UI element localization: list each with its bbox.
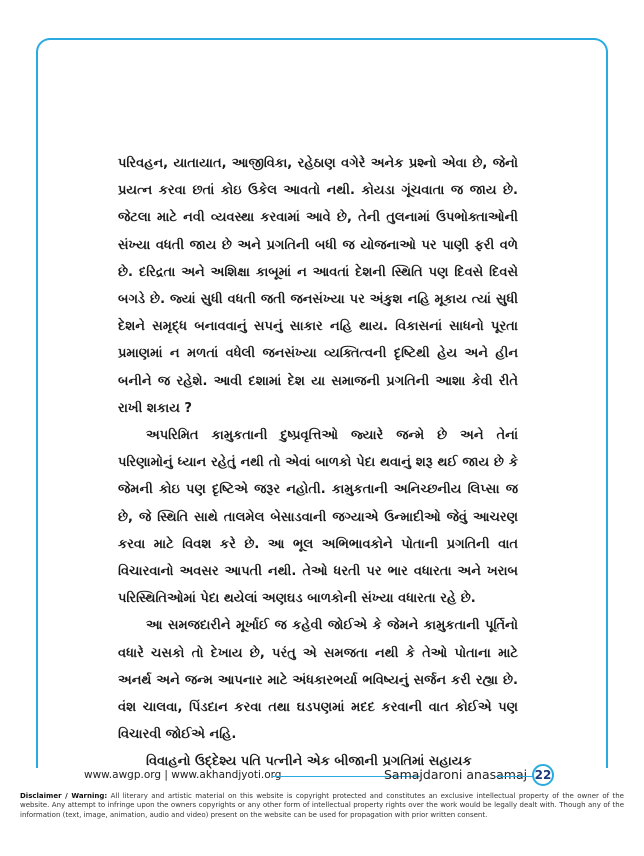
paragraph-4: વિવાહનો ઉદ્દેશ્ય પતિ પત્નીને એક બીજાની પ્રગતિમાં સહાયક bbox=[146, 754, 472, 770]
page-number-badge: 22 bbox=[532, 764, 554, 786]
footer-book-title: Samajdaroni anasamaj bbox=[384, 767, 528, 782]
paragraph-1: પરિવહન, યાતાયાત, આજીવિકા, રહેઠાણ વગેરે અનેક પ્રશ્નો એવા છે, જેનો પ્રયત્ન કરવા છતાં કોઇ ઉકેલ આવતો નથી. કોયડા ગૂંચવાતા જ જાય છે. જેટલા માટે નવી વ્યવસ્થા કરવામાં આવે છે, તેની તુલનામાં ઉપભોક્તાઓની સંખ્યા વધતી જાય છે અને પ્રગતિની બધી જ યોજનાઓ પર પાણી ફરી વળે છે. દરિદ્રતા અને અશિક્ષા કાબૂમાં ન આવતાં દેશની સ્થિતિ પણ દિવસે દિવસે બગડે છે. જ્યાં સુધી વધતી જતી જનસંખ્યા પર અંકુશ નહિ મૂકાય ત્યાં સુધી દેશને સમૃદ્ધ બનાવવાનું સપનું સાકાર નહિ થાય. વિકાસનાં સાધનો પૂરતા પ્રમાણમાં ન મળતાં વધેલી જનસંખ્યા વ્યક્તિત્વની દૃષ્ટિથી હેય અને હીન બનીને જ રહેશે. આવી દશામાં દેશ યા સમાજની પ્રગતિની આશા કેવી રીતે રાખી શકાય ? bbox=[118, 156, 518, 416]
disclaimer-text: All literary and artistic material on this website is copyright protected and constitutes an exclusive intellectual property of the owner of the website. Any attempt to infringe upon the owners copyrights or any other form of intellectual property rights over the work would be legally dealt with. Though any of the information (text, image, animation, audio and video) present on the website can be used for propagation with prior written consent. bbox=[20, 792, 624, 819]
footer-website-links[interactable]: www.awgp.org | www.akhandjyoti.org bbox=[84, 769, 282, 781]
paragraph-2: અપરિમિત કામુકતાની દુષ્પ્રવૃત્તિઓ જ્યારે જન્મે છે અને તેનાં પરિણામોનું ધ્યાન રહેતું નથી તો એવાં બાળકો પેદા થવાનું શરૂ થઈ જાય છે કે જેમની કોઇ પણ દૃષ્ટિએ જરૂર નહોતી. કામુકતાની અનિચ્છનીય લિપ્સા જ છે, જે સ્થિતિ સાથે તાલમેલ બેસાડવાની જગ્યાએ ઉન્માદીઓ જેવું આચરણ કરવા માટે વિવશ કરે છે. આ ભૂલ અભિભાવકોને પોતાની પ્રગતિની વાત વિચારવાનો અવસર આપતી નથી. તેઓ ધરતી પર ભાર વધારતા અને ખરાબ પરિસ્થિતિઓમાં પેદા થયેલાં અણઘડ બાળકોની સંખ્યા વધારતા રહે છે. bbox=[118, 428, 518, 607]
page-footer bbox=[84, 764, 554, 786]
paragraph-3: આ સમજદારીને મૂર્ખાઈ જ કહેવી જોઈએ કે જેમને કામુકતાની પૂર્તિનો વધારે ચસકો તો દેખાય છે, પરંતુ એ સમજતા નથી કે તેઓ પોતાના માટે અનર્થ અને જન્મ આપનાર માટે અંધકારભર્યા ભવિષ્યનું સર્જન કરી રહ્યા છે. વંશ ચાલવા, પિંડદાન કરવા તથા ઘડપણમાં મદદ કરવાની વાત કોઈએ પણ વિચારવી જોઈએ નહિ. bbox=[118, 618, 518, 743]
disclaimer-label: Disclaimer / Warning: bbox=[20, 792, 108, 800]
article-body bbox=[118, 150, 518, 776]
footer-divider-right bbox=[496, 776, 534, 777]
disclaimer-notice bbox=[20, 792, 624, 820]
